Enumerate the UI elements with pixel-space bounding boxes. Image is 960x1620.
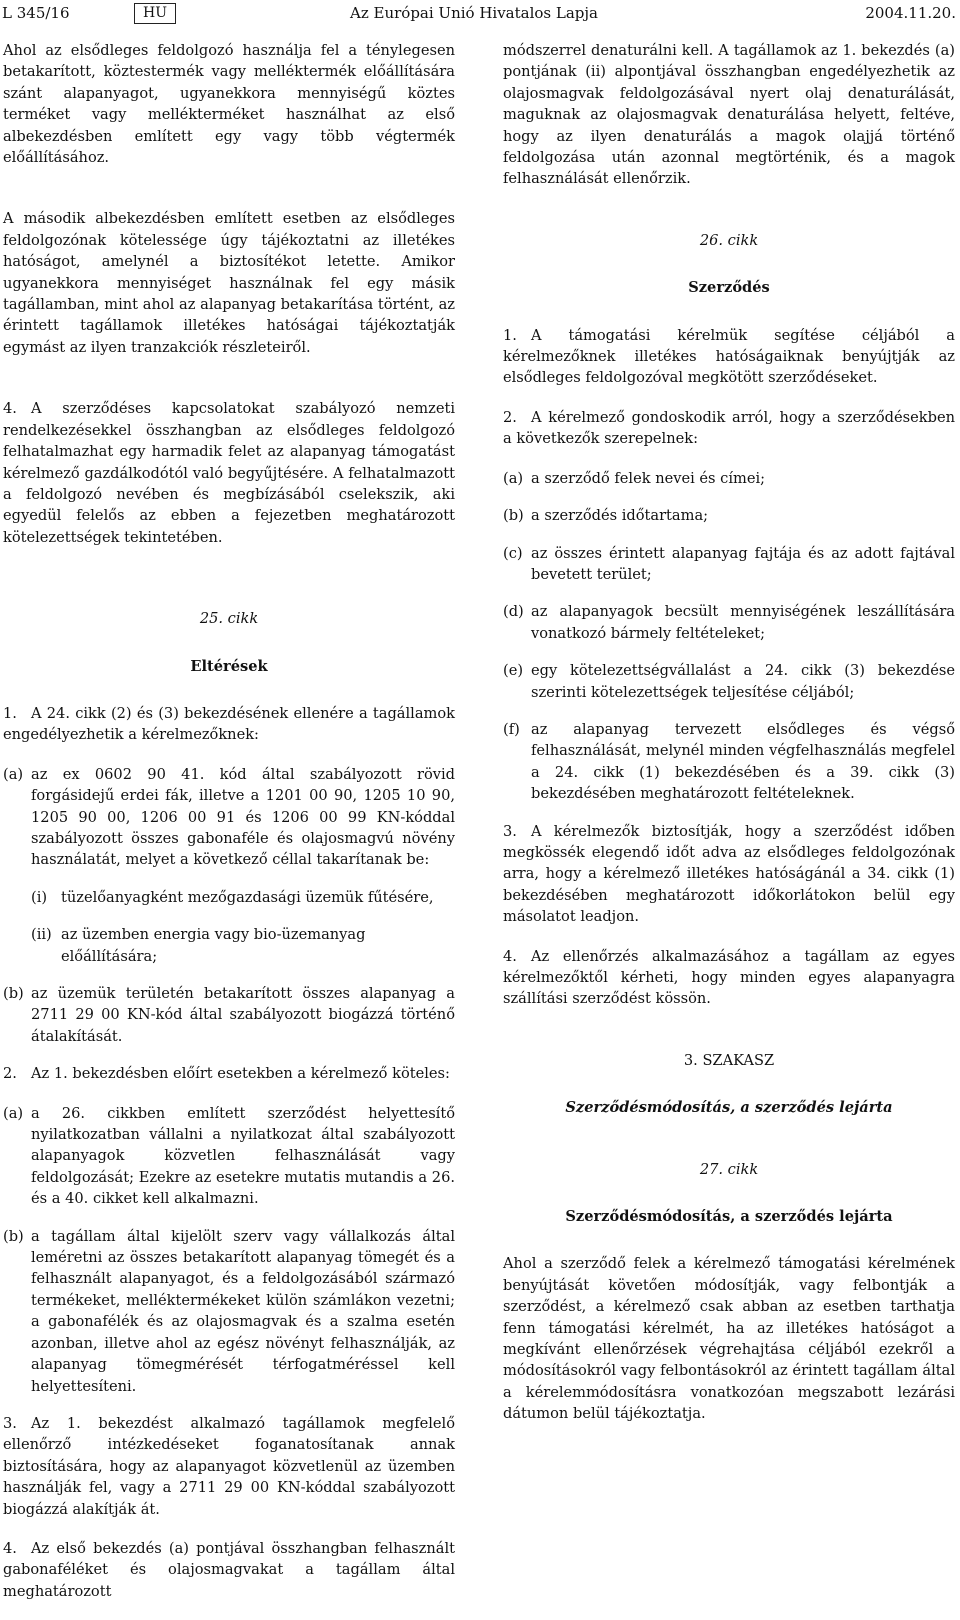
section-title: Szerződésmódosítás, a szerződés lejárta: [565, 1099, 893, 1117]
list-item-text: az ex 0602 90 41. kód által szabályozott rövid forgásidejű erdei fák, illetve a 1201 00 90, 1205 10 90, 1205 90 00, 1206 00 91 és 1206 00 99 KN-kóddal szabályozott összes gabonaféle és olajosmagvú növény használatát, melyet a következő céllal takarítanak be:: [31, 765, 455, 869]
list-item-text: az üzemben energia vagy bio-üzemanyag előállítására;: [61, 926, 366, 965]
paragraph-text: Az 1. bekezdést alkalmazó tagállamok megfelelő ellenőrző intézkedéseket foganatosítanak annak biztosítására, hogy az alapanyagot közvetlenül az üzemben használják fel, vagy a 2711 29 00 KN-kóddal szabályozott biogázzá alakítják át.: [3, 1414, 455, 1518]
list-item-text: az üzemük területén betakarított összes alapanyag a 2711 29 00 KN-kód által szabályozott biogázzá történő átalakítását.: [31, 985, 455, 1045]
paragraph: módszerrel denaturálni kell. A tagállamok az 1. bekezdés (a) pontjának (ii) alpontjával összhangban engedélyezhetik az olajosmagvak feldolgozásával nyert olaj denaturálását, maguknak az olajosmagvak denaturálása helyett, feltéve, hogy az ilyen denaturálás a magok olajjá történő feldolgozása után azonnal megtörténik, és a magok felhasználását ellenőrzik.: [503, 42, 955, 188]
list-item: [3, 1226, 455, 1397]
list-item-label: (f): [503, 720, 520, 738]
list-item: [3, 764, 455, 871]
page-reference: L 345/16: [2, 4, 70, 22]
list-item-label: (d): [503, 603, 524, 621]
list-item-label: (b): [503, 507, 524, 525]
article-number: 25. cikk: [199, 610, 259, 628]
article-number: 26. cikk: [699, 231, 759, 249]
paragraph: [503, 821, 955, 928]
list-item: [503, 543, 955, 586]
list-item-label: (a): [503, 469, 524, 487]
paragraph-number: 1.: [3, 704, 17, 722]
paragraph-text: A kérelmező gondoskodik arról, hogy a szerződésekben a következők szerepelnek:: [503, 408, 955, 448]
paragraph: [503, 325, 955, 389]
list-item: [503, 468, 955, 489]
list-item-label: (i): [31, 888, 48, 906]
section-number: 3. SZAKASZ: [683, 1051, 775, 1069]
paragraph: [3, 1413, 455, 1520]
list-item-text: az alapanyagok becsült mennyiségének leszállítására vonatkozó bármely feltételeket;: [531, 603, 955, 642]
paragraph: [3, 1538, 455, 1602]
list-item: [3, 983, 455, 1047]
paragraph-number: 4.: [503, 947, 517, 965]
paragraph: A második albekezdésben említett esetben az elsődleges feldolgozónak kötelessége úgy tájékoztatni az illetékes hatóságot, amelynél a biztosítékot letette. Amikor ugyanekkora mennyiséget használnak fel egy másik tagállamban, mint ahol az alapanyag betakarítása történt, az érintett tagállamok illetékes hatóságai tájékoztatják egymást az ilyen tranzakciók részleteiről.: [3, 210, 455, 356]
list-item-text: a szerződés időtartama;: [531, 507, 709, 525]
list-item-label: (b): [3, 985, 24, 1002]
left-column: [3, 40, 455, 1620]
list-item-text: egy kötelezettségvállalást a 24. cikk (3) bekezdése szerinti kötelezettségek teljesítése céljából;: [531, 662, 955, 701]
paragraph-text: A 24. cikk (2) és (3) bekezdésének ellenére a tagállamok engedélyezhetik a kérelmezőknek:: [3, 704, 455, 744]
paragraph: [503, 946, 955, 1010]
paragraph-text: Az 1. bekezdésben előírt esetekben a kérelmező köteles:: [31, 1065, 450, 1083]
sub-list-item: [31, 924, 455, 967]
paragraph-number: 4.: [3, 1539, 17, 1557]
list-item: [503, 601, 955, 644]
article-number: 27. cikk: [699, 1160, 759, 1178]
list-item-text: a 26. cikkben említett szerződést helyettesítő nyilatkozatban vállalni a nyilatkozat által szabályozott alapanyagok közvetlen felhasználását vagy feldolgozását; Ezekre az esetekre mutatis mutandis a 26. és a 40. cikket kell alkalmazni.: [31, 1104, 455, 1208]
page-header: [0, 2, 960, 28]
language-badge: HU: [134, 3, 176, 24]
paragraph-number: 3.: [3, 1414, 17, 1432]
paragraph: Ahol a szerződő felek a kérelmező támogatási kérelmének benyújtását követően módosítják, vagy felbontják a szerződést, a kérelmező csak abban az esetben tarthatja fenn támogatási kérelmét, ha az illetékes hatóságot a megkívánt ellenőrzések végrehajtása céljából ezekről a módosításokról vagy felbontásokról az érintett tagállam által a kérelemmódosításra vonatkozóan megszabott lezárási dátumon belül tájékoztatja.: [503, 1255, 955, 1423]
paragraph-text: A kérelmezők biztosítják, hogy a szerződést időben megkössék elegendő időt adva az elsődleges feldolgozónak arra, hogy a kérelmező illetékes hatóságánál a 34. cikk (1) bekezdésében meghatározott időkorlátokon belül egy másolatot leadjon.: [503, 822, 955, 926]
paragraph-number: 3.: [503, 822, 517, 840]
list-item-label: (c): [503, 544, 523, 562]
list-item-text: a szerződő felek nevei és címei;: [531, 469, 766, 487]
list-item-label: (a): [3, 765, 24, 783]
paragraph-text: A szerződéses kapcsolatokat szabályozó nemzeti rendelkezésekkel összhangban az elsődleges feldolgozó felhatalmazhat egy harmadik felet az alapanyag támogatást kérelmező gazdálkodótól való begyűjtésére. A felhatalmazott a feldolgozó nevében és megbízásából cselekszik, aki egyedül felelős az ebben a fejezetben meghatározott kötelezettségek tekintetében.: [3, 400, 455, 546]
paragraph-number: 1.: [503, 326, 517, 344]
sub-list-item: [31, 887, 455, 908]
list-item-text: az alapanyag tervezett elsődleges és végső felhasználását, melynél minden végfelhasználás megfelel a 24. cikk (1) bekezdésében és a 39. cikk (3) bekezdésében meghatározott feltételeknek.: [531, 720, 955, 803]
paragraph: [3, 703, 455, 746]
list-item-label: (e): [503, 662, 524, 680]
publication-date: 2004.11.20.: [865, 4, 956, 22]
paragraph-text: A támogatási kérelmük segítése céljából a kérelmezőknek illetékes hatóságaiknak benyújtják az elsődleges feldolgozóval megkötött szerződéseket.: [503, 326, 955, 387]
article-title: Eltérések: [190, 657, 268, 675]
list-item: [3, 1103, 455, 1210]
list-item-label: (b): [3, 1227, 24, 1245]
paragraph-number: 2.: [3, 1065, 17, 1083]
paragraph: [3, 398, 455, 548]
paragraph-number: 4.: [3, 400, 17, 418]
list-item-label: (ii): [31, 926, 52, 944]
paragraph-text: Az ellenőrzés alkalmazásához a tagállam az egyes kérelmezőktől kérheti, hogy minden egyes alapanyagra szállítási szerződést kössön.: [503, 947, 955, 1008]
list-item: [503, 719, 955, 805]
paragraph: [3, 1063, 455, 1084]
list-item-text: tüzelőanyagként mezőgazdasági üzemük fűtésére,: [61, 888, 434, 906]
article-title: Szerződés: [688, 279, 770, 297]
list-item: [503, 505, 955, 526]
list-item-text: az összes érintett alapanyag fajtája és az adott fajtával bevetett terület;: [531, 544, 955, 583]
paragraph-number: 2.: [503, 408, 517, 426]
journal-title: Az Európai Unió Hivatalos Lapja: [350, 4, 598, 22]
list-item: [503, 660, 955, 703]
list-item-label: (a): [3, 1104, 24, 1122]
article-title: Szerződésmódosítás, a szerződés lejárta: [565, 1208, 893, 1226]
paragraph: [503, 407, 955, 450]
paragraph-text: Az első bekezdés (a) pontjával összhangban felhasznált gabonaféléket és olajosmagvakat a tagállam által meghatározott: [3, 1539, 455, 1600]
paragraph: Ahol az elsődleges feldolgozó használja fel a ténylegesen betakarított, köztestermék vagy melléktermék előállítására szánt alapanyagot, ugyanekkora mennyiségű köztes terméket vagy mellékterméket használhat az első albekezdésben említett egy vagy több végtermék előállításához.: [3, 42, 455, 167]
right-column: [503, 40, 955, 1443]
list-item-text: a tagállam által kijelölt szerv vagy vállalkozás által leméretni az összes betakarított alapanyag tömegét és a felhasznált alapanyagot, és a feldolgozásából származó termékeket, melléktermékeket külön számlákon vezetni; a gabonafélék és az olajosmagvak és a szalma esetén azonban, illetve ahol az egész növényt felhasználják, az alapanyag tömegmérését térfogatméréssel kell helyettesíteni.: [31, 1227, 455, 1395]
